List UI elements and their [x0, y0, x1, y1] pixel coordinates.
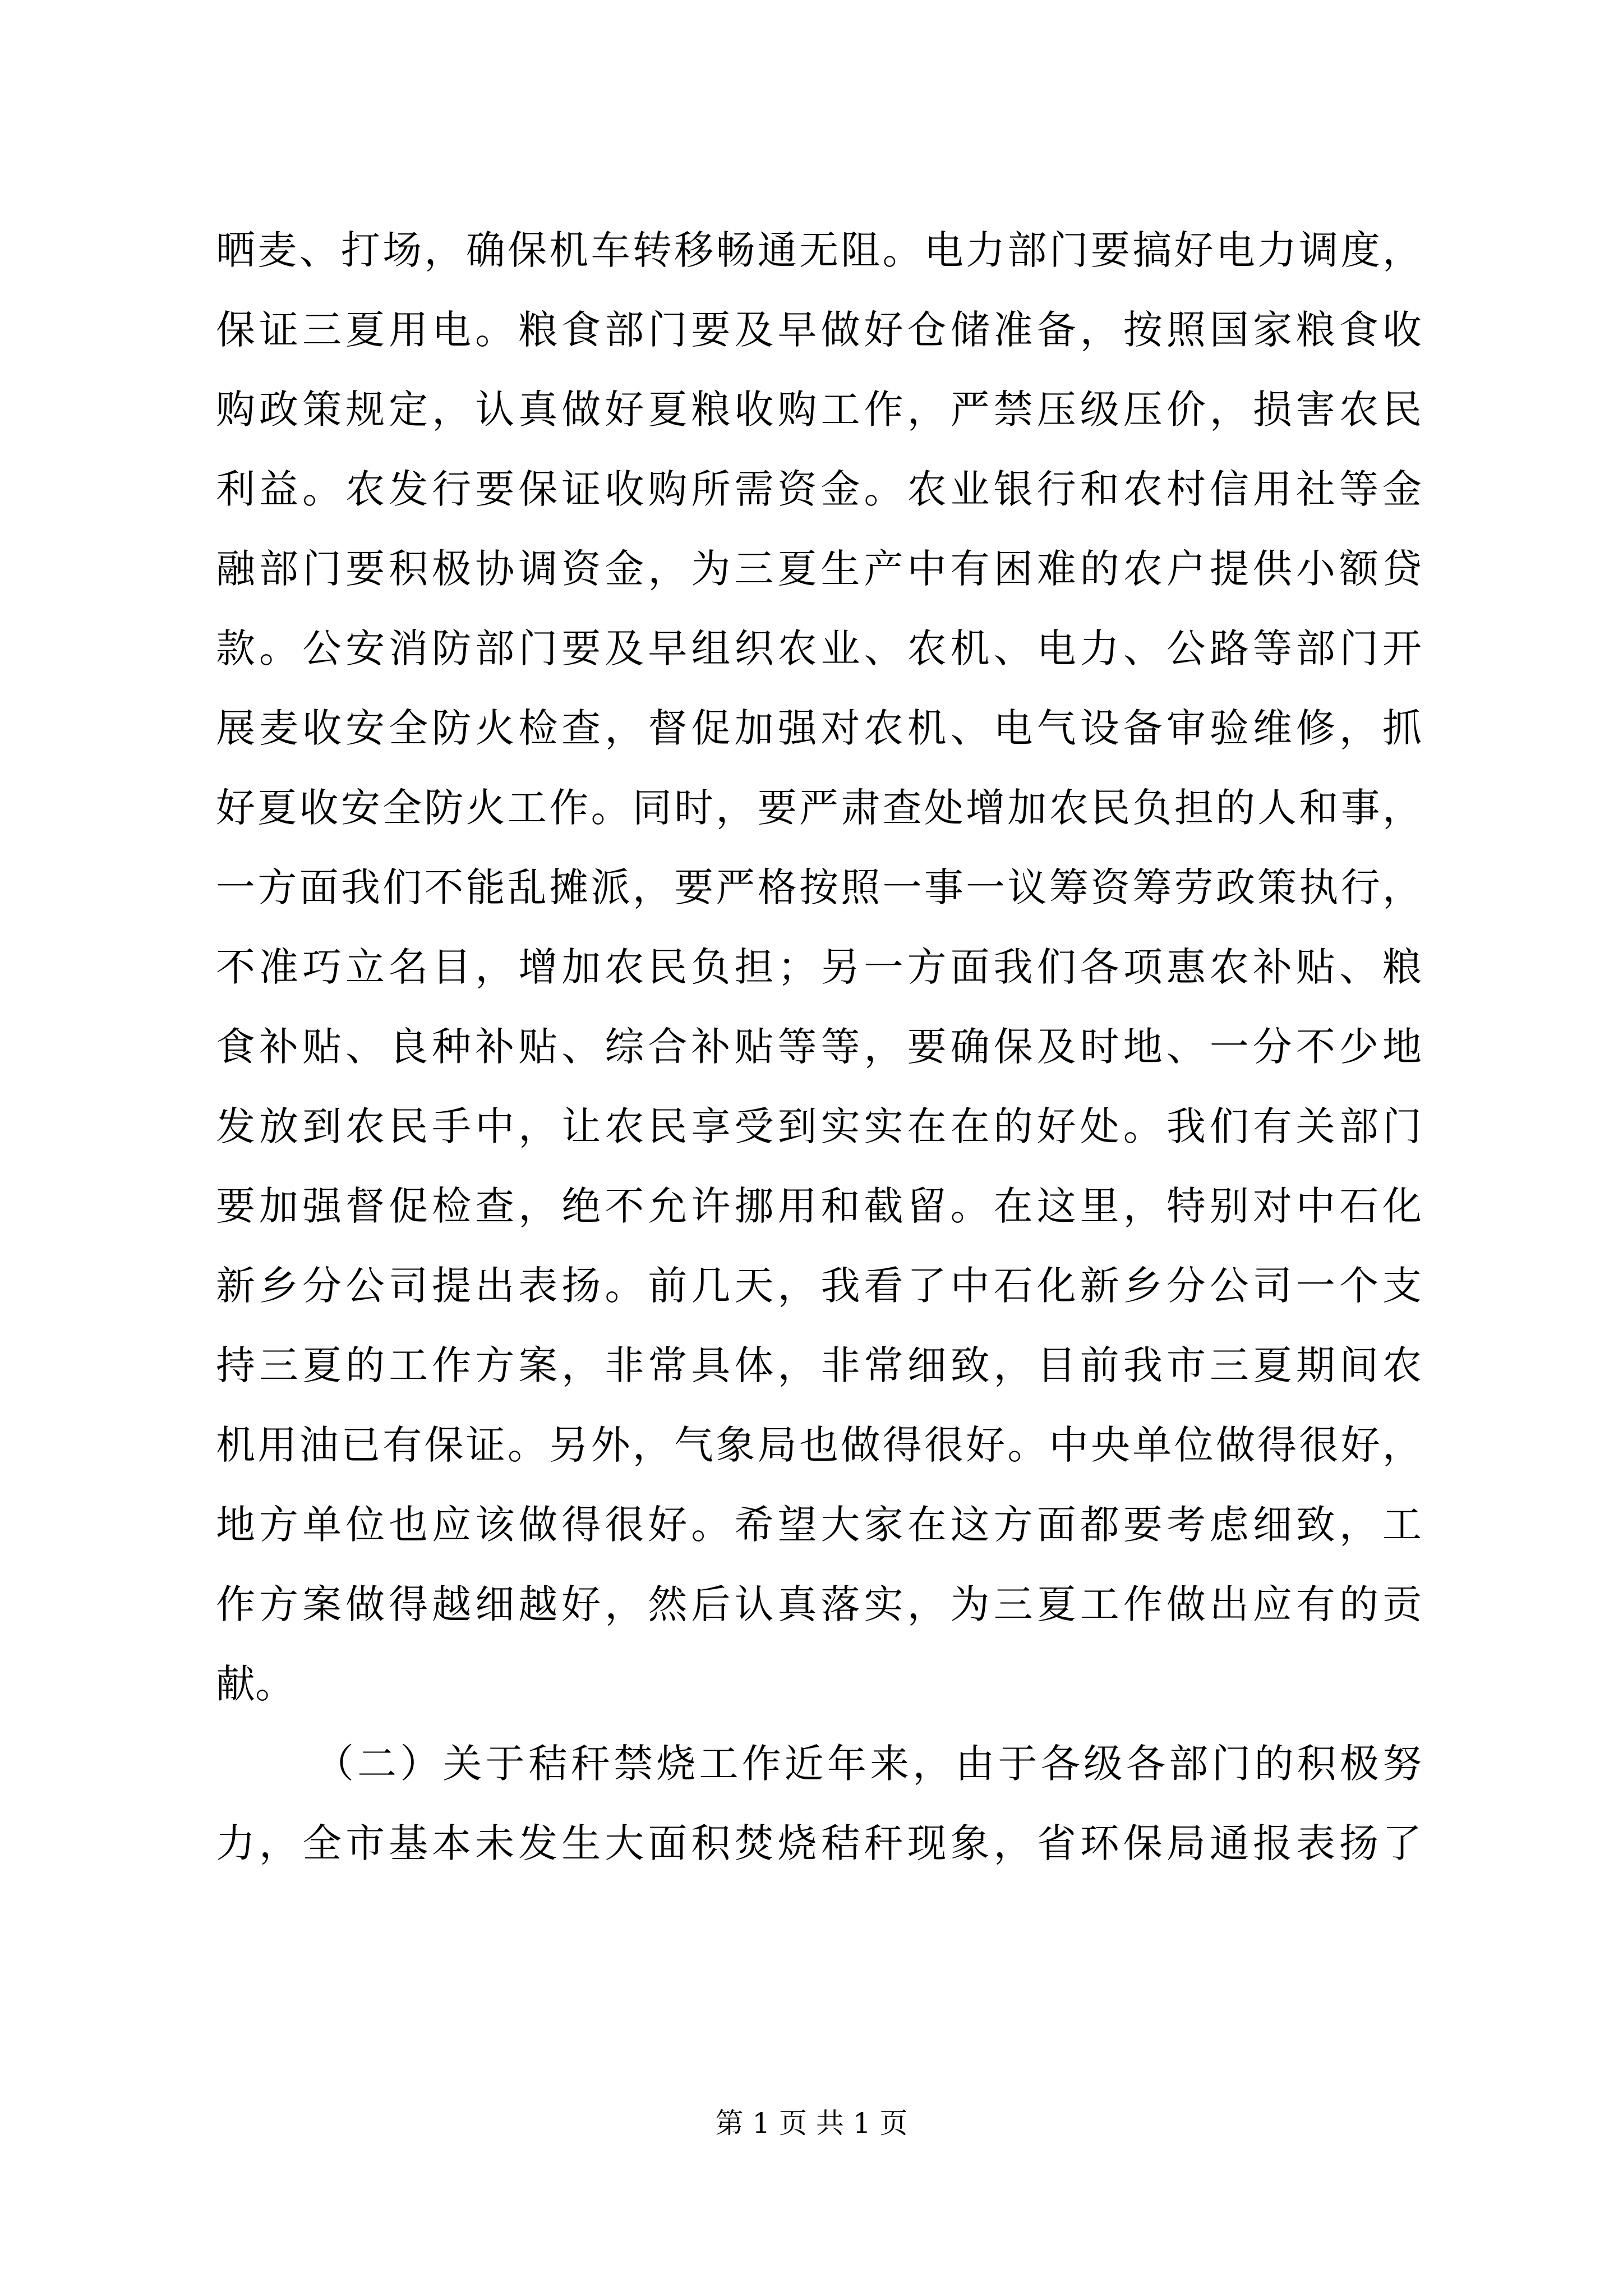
text-line: 利益。农发行要保证收购所需资金。农业银行和农村信用社等金 — [216, 466, 1422, 512]
text-line: 持三夏的工作方案，非常具体，非常细致，目前我市三夏期间农 — [216, 1342, 1422, 1388]
text-line: 好夏收安全防火工作。同时，要严肃查处增加农民负担的人和事， — [216, 785, 1422, 831]
text-line: 展麦收安全防火检查，督促加强对农机、电气设备审验维修，抓 — [216, 705, 1422, 751]
text-line: 不准巧立名目，增加农民负担；另一方面我们各项惠农补贴、粮 — [216, 944, 1422, 990]
text-line: 献。 — [216, 1661, 294, 1707]
body-text — [216, 210, 1422, 1883]
text-line: 购政策规定，认真做好夏粮收购工作，严禁压级压价，损害农民 — [216, 386, 1422, 432]
text-line: 融部门要积极协调资金，为三夏生产中有困难的农户提供小额贷 — [216, 546, 1422, 592]
text-line: 保证三夏用电。粮食部门要及早做好仓储准备，按照国家粮食收 — [216, 307, 1422, 353]
text-line: 晒麦、打场，确保机车转移畅通无阻。电力部门要搞好电力调度， — [216, 227, 1422, 273]
text-line: 款。公安消防部门要及早组织农业、农机、电力、公路等部门开 — [216, 625, 1422, 671]
text-line: 力，全市基本未发生大面积焚烧秸秆现象，省环保局通报表扬了 — [216, 1820, 1422, 1866]
paragraph-start-line: （二）关于秸秆禁烧工作近年来，由于各级各部门的积极努 — [315, 1741, 1422, 1787]
text-line: 机用油已有保证。另外，气象局也做得很好。中央单位做得很好， — [216, 1422, 1422, 1468]
text-line: 要加强督促检查，绝不允许挪用和截留。在这里，特别对中石化 — [216, 1183, 1422, 1229]
text-line: 一方面我们不能乱摊派，要严格按照一事一议筹资筹劳政策执行， — [216, 864, 1422, 910]
page-footer: 第 1 页 共 1 页 — [715, 2107, 908, 2139]
text-line: 地方单位也应该做得很好。希望大家在这方面都要考虑细致，工 — [216, 1502, 1422, 1548]
text-line: 食补贴、良种补贴、综合补贴等等，要确保及时地、一分不少地 — [216, 1024, 1422, 1070]
text-line: 发放到农民手中，让农民享受到实实在在的好处。我们有关部门 — [216, 1103, 1422, 1149]
text-line: 作方案做得越细越好，然后认真落实，为三夏工作做出应有的贡 — [216, 1581, 1422, 1627]
text-line: 新乡分公司提出表扬。前几天，我看了中石化新乡分公司一个支 — [216, 1263, 1422, 1309]
